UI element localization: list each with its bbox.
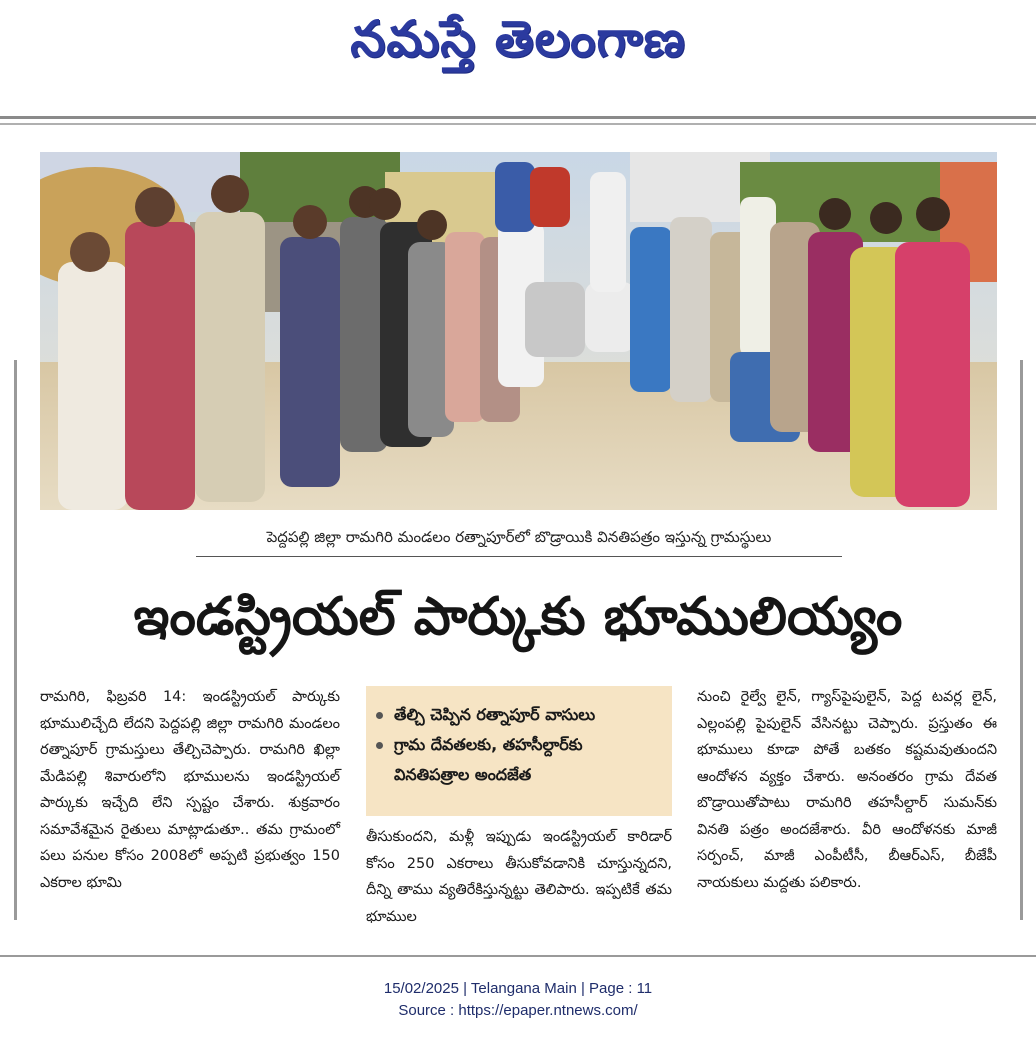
left-margin-rule: [14, 360, 17, 920]
masthead-rule: [0, 116, 1036, 119]
newspaper-logo: నమస్తే తెలంగాణ: [350, 10, 686, 68]
footer-rule: [0, 955, 1036, 957]
highlight-text: గ్రామ దేవతలకు, తహసీల్దార్‌కు: [394, 735, 583, 754]
highlight-item: [376, 730, 662, 760]
highlight-text-continued: వినతిపత్రాల అందజేత: [394, 765, 532, 784]
bullet-icon: [376, 712, 383, 719]
footer-edition-info: 15/02/2025 | Telangana Main | Page : 11: [383, 980, 653, 997]
masthead: [0, 0, 1036, 78]
news-photo-image: [40, 152, 997, 510]
bullet-icon: [376, 742, 383, 749]
article-headline: ఇండస్ట్రియల్ పార్కుకు భూములియ్యం: [133, 587, 903, 647]
photo-caption: పెద్దపల్లి జిల్లా రామగిరి మండలం రత్నాపూర్‌లో బొడ్రాయికి వినతిపత్రం ఇస్తున్న గ్రామస్థులు: [196, 520, 842, 557]
footer-source-link[interactable]: Source : https://epaper.ntnews.com/: [398, 1002, 638, 1019]
article-column-2: తీసుకుందని, మళ్లీ ఇప్పుడు ఇండస్ట్రియల్ కారిడార్ కోసం 250 ఎకరాలు తీసుకోవడానికి చూస్తున్నదని, దీన్ని తాము వ్యతిరేకిస్తున్నట్టు తెలిపారు. ఇప్పటికే తమ భూముల: [366, 829, 672, 925]
highlight-item: [376, 700, 662, 730]
masthead-rule-secondary: [0, 123, 1036, 125]
article-column-3: నుంచి రైల్వే లైన్, గ్యాస్‌పైపులైన్, పెద్ద టవర్ల లైన్, ఎల్లంపల్లి పైపులైన్ వేసినట్టు చెప్పారు. ప్రస్తుతం ఈ భూములు కూడా పోతే బతకం కష్టమవుతుందని ఆందోళన వ్యక్తం చేశారు. అనంతరం గ్రామ దేవత బొడ్రాయితోపాటు రామగిరి తహసీల్దార్ సుమన్‌కు వినతి పత్రం అందజేశారు. వీరి ఆందోళనకు మాజీ సర్పంచ్, మాజీ ఎంపీటీసీ, బీఆర్ఎస్, బీజేపీ నాయకులు మద్దతు పలికారు.: [697, 689, 997, 891]
footer: [0, 978, 1036, 1022]
news-photo: [40, 152, 997, 510]
highlight-text: తేల్చి చెప్పిన రత్నాపూర్ వాసులు: [394, 705, 596, 724]
article-column-1: రామగిరి, ఫిబ్రవరి 14: ఇండస్ట్రియల్ పార్కుకు భూములిచ్చేది లేదని పెద్దపల్లి జిల్లా రామగిరి మండలం రత్నాపూర్ గ్రామస్తులు తేల్చిచెప్పారు. రామగిరి ఖిల్లా మేడిపల్లి శివారులోని భూములను ఇండస్ట్రియల్ పార్కుకు ఇచ్చేది లేని స్పష్టం చేశారు. శుక్రవారం సమావేశమైన రైతులు మాట్లాడుతూ.. తమ గ్రామంలో పలు పనుల కోసం 2008లో అప్పటి ప్రభుత్వం 150 ఎకరాల భూమి: [40, 689, 340, 891]
highlights-box: [366, 686, 672, 816]
right-margin-rule: [1020, 360, 1023, 920]
